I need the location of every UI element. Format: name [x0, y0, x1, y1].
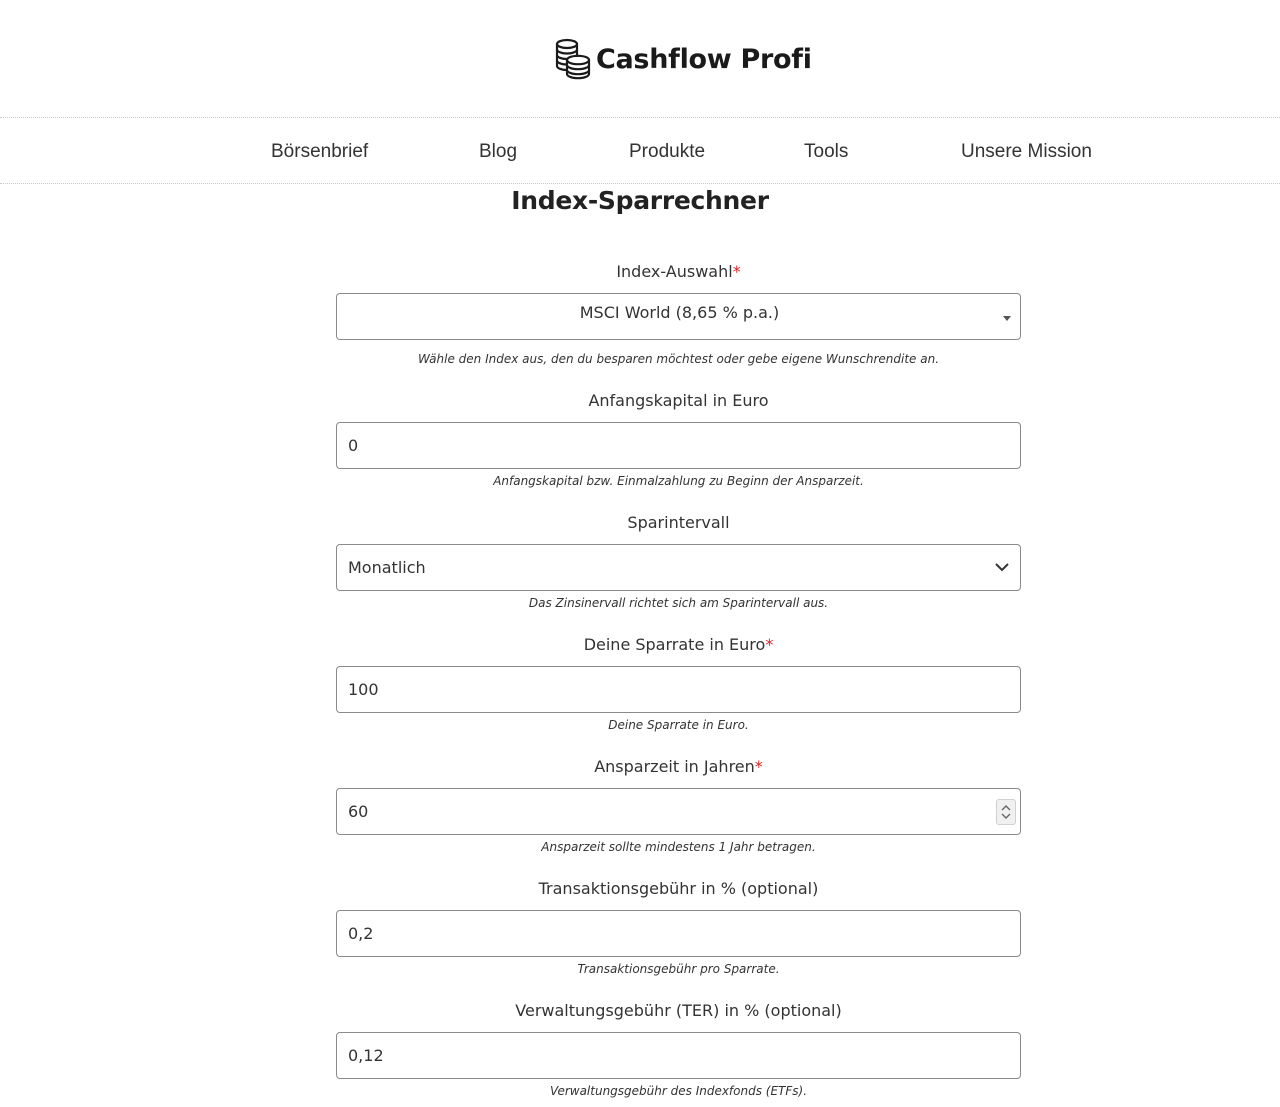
required-mark: * — [765, 635, 774, 654]
nav-item-blog[interactable]: Blog — [479, 141, 518, 162]
interval-select[interactable] — [336, 544, 1021, 591]
years-number-input[interactable] — [336, 788, 1021, 835]
transaction-fee-label: Transaktionsgebühr in % (optional) — [538, 879, 819, 898]
ter-value: 0,12 — [348, 1046, 384, 1065]
transaction-fee-input[interactable] — [336, 910, 1021, 957]
rate-value: 100 — [348, 680, 379, 699]
start-capital-label: Anfangskapital in Euro — [588, 391, 769, 410]
number-spinner[interactable] — [996, 799, 1016, 825]
rate-hint: Deine Sparrate in Euro. — [608, 718, 749, 732]
nav-item-tools[interactable]: Tools — [804, 141, 849, 162]
years-value: 60 — [348, 802, 369, 821]
start-capital-value: 0 — [348, 436, 359, 455]
ter-label: Verwaltungsgebühr (TER) in % (optional) — [515, 1001, 842, 1020]
interval-hint: Das Zinsinervall richtet sich am Sparintervall aus. — [528, 596, 829, 610]
interval-select-value: Monatlich — [348, 558, 426, 577]
required-mark: * — [754, 757, 763, 776]
start-capital-input[interactable] — [336, 422, 1021, 469]
coin-stack-icon — [554, 38, 592, 80]
caret-down-icon — [1003, 316, 1011, 321]
brand-name: Cashflow Profi — [596, 43, 812, 75]
interval-label: Sparintervall — [627, 513, 730, 532]
brand-logo[interactable] — [554, 38, 812, 80]
rate-input[interactable] — [336, 666, 1021, 713]
nav-item-boersenbrief[interactable]: Börsenbrief — [271, 141, 369, 162]
years-label: Ansparzeit in Jahren* — [594, 757, 763, 776]
index-select-value: MSCI World (8,65 % p.a.) — [579, 303, 780, 322]
index-hint: Wähle den Index aus, den du besparen möchtest oder gebe eigene Wunschrendite an. — [417, 352, 940, 366]
years-hint: Ansparzeit sollte mindestens 1 Jahr betragen. — [541, 840, 816, 854]
nav-item-produkte[interactable]: Produkte — [629, 141, 706, 162]
required-mark: * — [732, 262, 741, 281]
start-capital-hint: Anfangskapital bzw. Einmalzahlung zu Beginn der Ansparzeit. — [493, 474, 864, 488]
site-header — [0, 0, 1280, 117]
rate-label: Deine Sparrate in Euro* — [583, 635, 774, 654]
main-nav — [0, 117, 1280, 184]
index-label: Index-Auswahl* — [616, 262, 741, 281]
ter-hint: Verwaltungsgebühr des Indexfonds (ETFs). — [549, 1084, 808, 1098]
transaction-fee-hint: Transaktionsgebühr pro Sparrate. — [577, 962, 780, 976]
page-title: Index-Sparrechner — [511, 186, 769, 215]
chevron-down-icon — [994, 559, 1010, 575]
index-select[interactable] — [336, 293, 1021, 340]
transaction-fee-value: 0,2 — [348, 924, 374, 943]
spinner-arrows-icon — [997, 800, 1015, 824]
nav-item-unsere-mission[interactable]: Unsere Mission — [961, 141, 1092, 162]
ter-input[interactable] — [336, 1032, 1021, 1079]
